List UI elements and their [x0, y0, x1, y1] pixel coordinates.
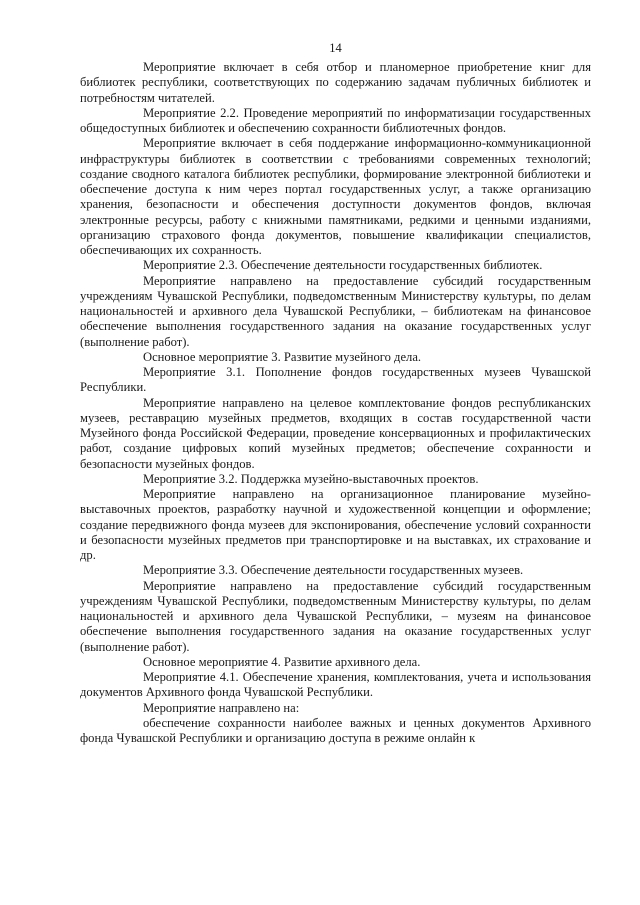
paragraph: Мероприятие 3.3. Обеспечение деятельности государственных музеев.: [143, 563, 524, 578]
paragraph: Мероприятие включает в себя поддержание информационно-коммуникационной инфраструктуры библиотек в соответствии с требованиями современных технологий; создание сводного каталога библиотек республики, формирование электронной библиотеки и обеспечение доступа к ним через портал государственных услуг, а также организацию хранения, безопасности и обеспечения доступности документов фондов, включая электронные ресурсы, работу с книжными памятниками, редкими и ценными изданиями, организацию страхового фонда документов, повышение квалификации специалистов, обеспечивающих их сохранность.: [80, 136, 591, 257]
paragraph: Мероприятие 3.2. Поддержка музейно-выставочных проектов.: [143, 471, 479, 486]
paragraph: Мероприятие направлено на предоставление субсидий государственным учреждениям Чувашской Республики, подведомственным Министерству культуры, по делам национальностей и архивного дела Чувашской Республики, – библиотекам на финансовое обеспечение выполнения государственного задания на оказание государственных услуг (выполнение работ).: [80, 273, 591, 349]
paragraph: Основное мероприятие 4. Развитие архивного дела.: [143, 654, 421, 669]
page-number: 14: [329, 41, 342, 55]
document-body: [80, 60, 591, 746]
paragraph: Мероприятие 3.1. Пополнение фондов государственных музеев Чувашской Республики.: [80, 365, 591, 395]
paragraph: Основное мероприятие 3. Развитие музейного дела.: [143, 349, 422, 364]
paragraph: Мероприятие 2.3. Обеспечение деятельности государственных библиотек.: [143, 258, 543, 273]
paragraph: Мероприятие направлено на предоставление субсидий государственным учреждениям Чувашской Республики, подведомственным Министерству культуры, по делам национальностей и архивного дела Чувашской Республики, – музеям на финансовое обеспечение выполнения государственного задания на оказание государственных услуг (выполнение работ).: [80, 578, 591, 654]
paragraph: Мероприятие направлено на:: [143, 700, 300, 715]
paragraph: Мероприятие включает в себя отбор и планомерное приобретение книг для библиотек республики, соответствующих по содержанию задачам публичных библиотек и потребностям читателей.: [80, 60, 591, 105]
paragraph: Мероприятие 4.1. Обеспечение хранения, комплектования, учета и использования документов Архивного фонда Чувашской Республики.: [80, 670, 591, 700]
paragraph: Мероприятие направлено на организационное планирование музейно-выставочных проектов, разработку научной и художественной концепции и оформление; создание передвижного фонда музеев для экспонирования, обеспечение условий сохранности и безопасности музейных предметов при транспортировке и на выставках, их страхование и др.: [80, 487, 591, 562]
paragraph: Мероприятие направлено на целевое комплектование фондов республиканских музеев, реставрацию музейных предметов, входящих в состав государственной части Музейного фонда Российской Федерации, проведение консервационных и профилактических работ, создание цифровых копий музейных предметов; обеспечение сохранности и безопасности музейных фондов.: [80, 395, 591, 471]
paragraph: Мероприятие 2.2. Проведение мероприятий по информатизации государственных общедоступных библиотек и обеспечению сохранности библиотечных фондов.: [80, 105, 591, 135]
paragraph: обеспечение сохранности наиболее важных и ценных документов Архивного фонда Чувашской Республики и организацию доступа в режиме онлайн к: [80, 715, 591, 745]
